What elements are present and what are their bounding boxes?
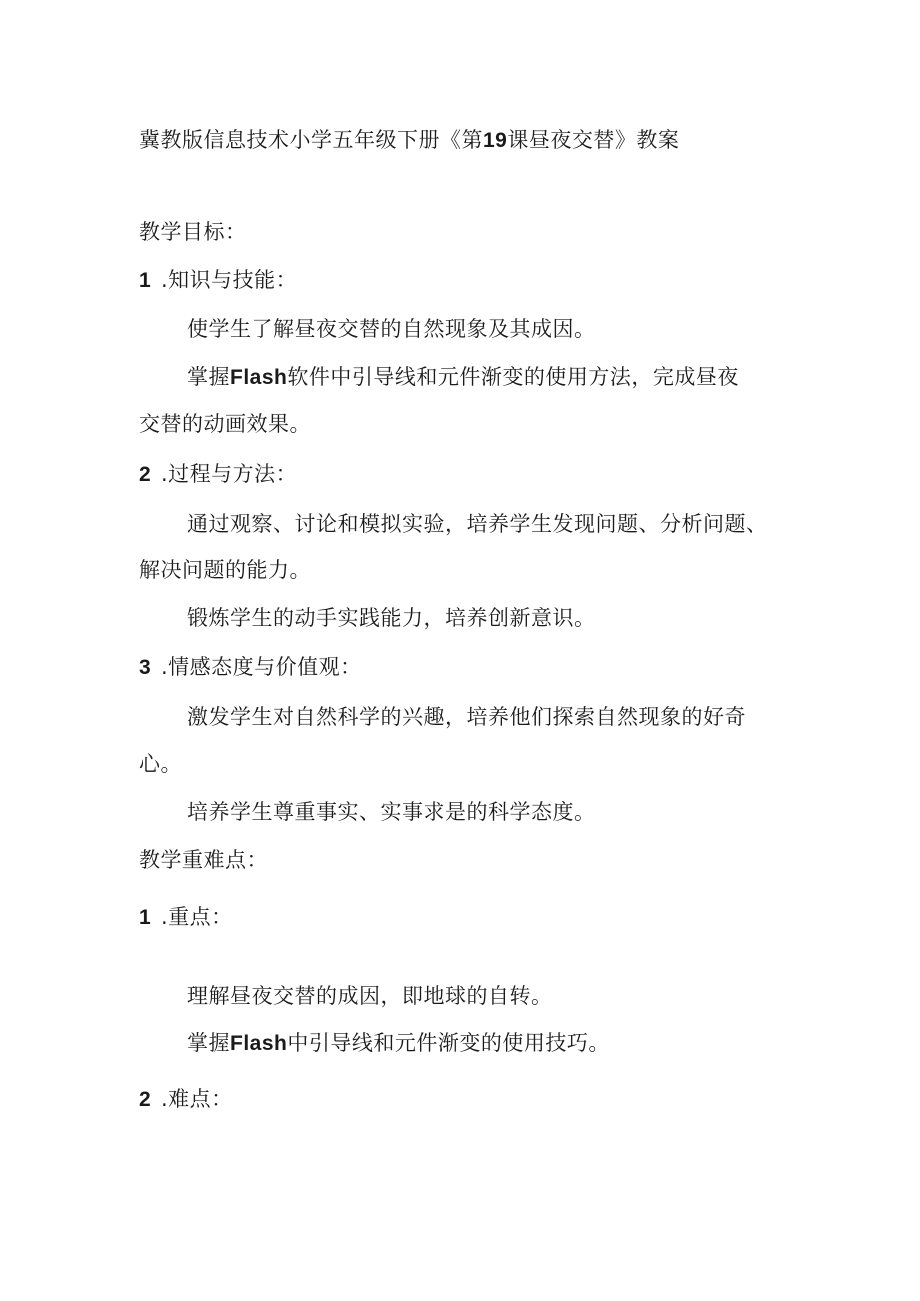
section-key-point [139,903,233,932]
text-run: 掌握 [187,365,230,389]
section-number: 1 [139,269,152,292]
paragraph: 培养学生尊重事实、实事求是的科学态度。 [187,800,596,824]
software-name: Flash [230,366,288,389]
text-run: 中引导线和元件渐变的使用技巧。 [287,1031,610,1055]
keypoints-heading: 教学重难点： [139,848,268,872]
section-number: 3 [139,656,152,679]
title-suffix: 课昼夜交替》教案 [507,128,680,152]
section-number: 1 [139,906,152,929]
title-prefix: 冀教版信息技术小学五年级下册《第 [139,128,483,152]
section-process-methods [139,460,297,489]
section-number: 2 [139,1088,152,1111]
paragraph: 理解昼夜交替的成因，即地球的自转。 [187,984,553,1008]
paragraph [187,363,739,392]
title-lesson-number: 19 [483,129,508,152]
paragraph-continuation: 交替的动画效果。 [139,412,311,436]
text-run: 软件中引导线和元件渐变的使用方法，完成昼夜 [287,365,739,389]
paragraph: 使学生了解昼夜交替的自然现象及其成因。 [187,317,596,341]
software-name: Flash [230,1032,288,1055]
section-knowledge-skills [139,266,297,295]
paragraph: 锻炼学生的动手实践能力，培养创新意识。 [187,606,596,630]
paragraph: 激发学生对自然科学的兴趣，培养他们探索自然现象的好奇 [187,705,746,729]
section-label: .重点： [161,905,233,929]
section-difficult-point [139,1085,233,1114]
section-label: .情感态度与价值观： [161,655,362,679]
section-label: .难点： [161,1087,233,1111]
paragraph-continuation: 解决问题的能力。 [139,558,311,582]
document-title [139,126,679,155]
section-label: .知识与技能： [161,268,298,292]
objectives-heading: 教学目标： [139,220,247,244]
text-run: 掌握 [187,1031,230,1055]
section-number: 2 [139,463,152,486]
section-attitudes-values [139,653,362,682]
paragraph: 通过观察、讨论和模拟实验，培养学生发现问题、分析问题、 [187,512,768,536]
section-label: .过程与方法： [161,462,298,486]
paragraph-continuation: 心。 [139,752,182,776]
paragraph [187,1029,610,1058]
